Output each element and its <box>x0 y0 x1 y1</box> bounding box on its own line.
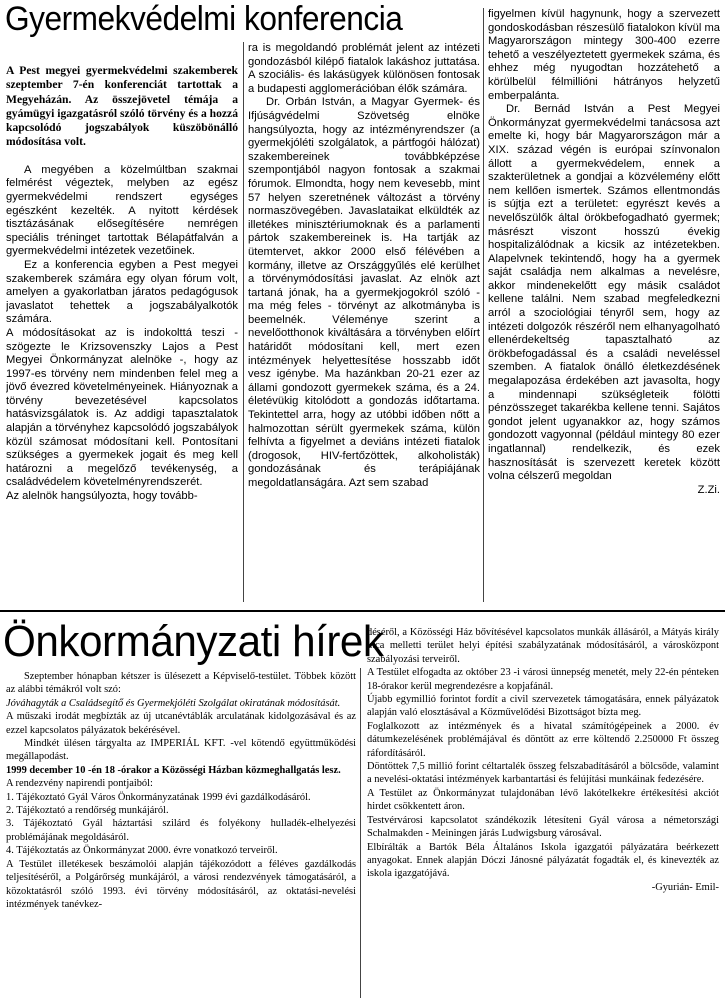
article1-column-2 <box>248 42 480 604</box>
paragraph: Ez a konferencia egyben a Pest megyei szakemberek számára egy olyan fórum volt, amelyen a gyakorlatban járatos pedagógusok javaslatot tehettek a jogszabályalkotók számára. <box>6 258 238 326</box>
author-signature: Z.Zi. <box>697 483 720 496</box>
paragraph: Az alelnök hangsúlyozta, hogy tovább- <box>6 490 198 503</box>
paragraph: A megyében a közelmúltban szakmai felmérést végeztek, melyben az egész gyermekvédelmi rendszert egységes egészként kezelték. A nyitott kérdések tisztázásának elősegítésére nemrégen speciális tréninget tartottak Bélapátfalván a gyermekvédelmi intézetek vezetőinek. <box>6 163 238 258</box>
article-lead: A Pest megyei gyermekvédelmi szakemberek szeptember 7-én konferenciát tartottak a Megyeházán. Az összejövetel témája a gyámügyi igazgatásról szóló törvény és a hozzá kapcsolódó jogszabályok küszöbönálló módosítása volt. <box>6 64 238 149</box>
paragraph: A módosításokat az is indokolttá teszi - szögezte le Krizsovenszky Lajos a Pest Megyei Önkormányzat alelnöke -, hogy az 1997-es törvény nem mindenben felel meg a jövő évezred követelményeinek. Hiányoznak a törvény bevezetésével kapcsolatos hatásvizsgálatok is. Az addigi tapasztalatok alapján a törvényhez kapcsolódó jogszabályok közül számosat módosítani kell. Pontosítani szükséges a gyermekek jogait és meg kell határozni a megelőző tevékenység, a családvédelem követelményrendszerét. <box>6 326 238 489</box>
agenda-item: 3. Tájékoztató Gyál háztartási szilárd és folyékony hulladék-elhelyezési problémájának megoldásáról. <box>6 818 356 843</box>
paragraph: A műszaki irodát megbízták az új utcanévtáblák arculatának kidolgozásával és az ezzel kapcsolatos pályázatok bekérésével. <box>6 711 356 736</box>
paragraph: ra is megoldandó problémát jelent az intézeti gondozásból kilépő fiatalok lakáshoz juttatása. A szociális- és lakásügyek különösen fontosak a budapesti agglomerációban élők számára. <box>248 42 480 95</box>
author-signature: -Gyurián- Emil- <box>651 881 719 893</box>
section-divider <box>0 610 725 612</box>
paragraph: Foglalkozott az intézmények és a hivatal számítógépeinek a 2000. év dátumkezelésének problémájával és döntött az erre költendő 2.250000 Ft összeg ráfordításáról. <box>367 720 719 759</box>
paragraph: A Testület az Önkormányzat tulajdonában lévő lakótelkekre értékesítési akciót hirdet csökkentett áron. <box>367 787 719 813</box>
paragraph: A Testület elfogadta az október 23 -i városi ünnepség menetét, mely 22-én pénteken 18-órakor kerül megrendezésre a kopjafánál. <box>367 667 719 692</box>
article1-column-3 <box>488 8 720 604</box>
paragraph: Jóváhagyták a Családsegítő és Gyermekjóléti Szolgálat okiratának módosítását. <box>6 697 341 709</box>
paragraph: Testvérvárosi kapcsolatot szándékozik létesíteni Gyál városa a németországi Schalmakden - Meiningen járás Ludwigsburg városával. <box>367 814 719 840</box>
paragraph: Mindkét ülésen tárgyalta az IMPERIÁL KFT. -vel kötendő együttműködési megállapodást. <box>6 738 356 763</box>
column-divider <box>243 42 244 602</box>
article-headline-onkormanyzati: Önkormányzati hírek <box>3 617 384 666</box>
agenda-item: 4. Tájékoztatás az Önkormányzat 2000. évre vonatkozó terveiről. <box>6 845 278 857</box>
article-headline-gyermekvedelmi: Gyermekvédelmi konferencia <box>5 0 403 38</box>
paragraph: Elbírálták a Bartók Béla Általános Iskola igazgatói pályázatára beérkezett anyagokat. Ennek alapján Dóczi Jánosné pályázatát fogadták el, és kinevezték az iskola igazgatójává. <box>367 841 719 880</box>
agenda-item: 1. Tájékoztató Gyál Város Önkormányzatának 1999 évi gazdálkodásáról. <box>6 791 311 803</box>
paragraph: Újabb egymillió forintot fordít a civil szervezetek támogatására, ennek pályázatok alapján való elosztásával a Közművelődési Bizottságot bízta meg. <box>367 694 719 719</box>
article2-column-1 <box>6 670 356 1000</box>
paragraph: Döntöttek 7,5 millió forint céltartalék összeg felszabadításáról a bölcsőde, valamint a nevelési-oktatási intézmények karbantartási és felújítási munkáinak fedezésére. <box>367 761 719 786</box>
column-divider <box>483 8 484 602</box>
paragraph: déséről, a Közösségi Ház bővítésével kapcsolatos munkák állásáról, a Mátyás király utca melletti terület helyi építési szabályzatának módosításáról, a városközpont szabályozási terveiről. <box>367 627 719 665</box>
paragraph: Dr. Orbán István, a Magyar Gyermek- és Ifjúságvédelmi Szövetség elnöke hangsúlyozta, hogy az intézményrendszer (a gyermekjóléti szolgálatok, a pártfogói hálózat) szakembereinek továbbképzése szempontjából nagyon fontosak a szakmai fórumok. Elmondta, hogy nem kevesebb, mint 57 helyen szeretnének változást a törvény normaszövegében. Javaslataikat elküldték az illetékes minisztériumoknak és a parlamenti pártok szakembereinek is. Ha tartják az ütemtervet, akkor 2000 első félévében a kormány, illetve az Országgyűlés elé kerülhet a törvénymódosítási javaslat. Az elnök azt tartaná jónak, ha a gyermekjogokról szóló - ma még feles - törvényt az alkotmányba is beemelnék. Véleménye szerint a nevelőotthonok kiváltására a törvényben előírt határidőt módosítani kell, mert ezen intézmények helyettesítése hosszabb időt vesz igénybe. Ma hazánkban 20-21 ezer az állami gondozott gyermekek száma, és a 24. életévükig kitolódott a gondozás időtartama. Tekintettel arra, hogy az utóbbi időben nőtt a halmozottan sérült gyermekek száma, külön felhívta a figyelmet a deviáns intézeti fiatalok (drogosok, HIV-fertőzöttek, alkoholisták) gondozásának és terápiájának megoldatlanságára. Azt sem szabad <box>248 96 480 489</box>
paragraph: A rendezvény napirendi pontjaiból: <box>6 778 153 790</box>
paragraph-highlight: 1999 december 10 -én 18 -órakor a Közösségi Házban közmeghallgatás lesz. <box>6 764 341 776</box>
column-divider <box>360 668 361 998</box>
paragraph: Szeptember hónapban kétszer is ülésezett a Képviselő-testület. Többek között az alábbi témákról volt szó: <box>6 671 356 696</box>
paragraph: Dr. Bernád István a Pest Megyei Önkormányzat gyermekvédelmi tanácsosa azt emelte ki, hogy bár Magyarországon már a XIX. század végén is európai színvonalon állott a gyermekvédelem, ennek a szakterületnek a gondjai a közvélemény előtt nem kellően ismertek. Számos ellentmondás is sújtja ezt a területet: egyrészt kevés a nevelőszülők által örökbefogadható gyermek; másrészt viszont hosszú évekig hospitalizálódnak a kicsik az intézetekben. Alapelvnek tekintendő, hogy ha a gyermek saját családja nem alkalmas a nevelésre, akkor mindenekelőtt egy másik családot kellene találni. Nem szabad megfeledkezni arról a szociológiai tényről sem, hogy az intézeti dolgozók részéről nem elhanyagolható ellenérdekeltség tapasztalható az örökbefogadással és a családi neveléssel szemben. A fiatalok önálló életkezdésének megalapozása érdekében azt javasolta, hogy a mindennapi szükségleteik fölötti pénzösszeget takarékba kellene tenni. Sajátos gondot jelent ugyanakkor az, hogy számos gondozott vagyonnal (például mintegy 80 ezer ingatlannal) rendelkezik, és ezek hasznosítását is szervezett keretek között volna célszerű megoldan <box>488 103 720 483</box>
article2-column-2 <box>367 626 719 1000</box>
agenda-item: 2. Tájékoztató a rendőrség munkájáról. <box>6 805 169 817</box>
paragraph: A Testület illetékesek beszámolói alapján tájékozódott a féléves gazdálkodás teljesítéséről, a Polgárőrség munkájáról, a városi rendezvények támogatásáról, a közoktatásról szóló 1993. évi törvény módosításáról, az oktatási-nevelési intézmények tanévkez- <box>6 858 356 910</box>
article1-column-1 <box>6 64 238 604</box>
paragraph: figyelmen kívül hagynunk, hogy a szervezett gondoskodásban részesülő fiatalokon kívül ma Magyarországon mintegy 300-400 ezerre tehető a veszélyeztetett gyermekek száma, és ehhez még nyugodtan hozzátehető a körülbelül félmillióni hátrányos helyzetű emberpalánta. <box>488 8 720 102</box>
